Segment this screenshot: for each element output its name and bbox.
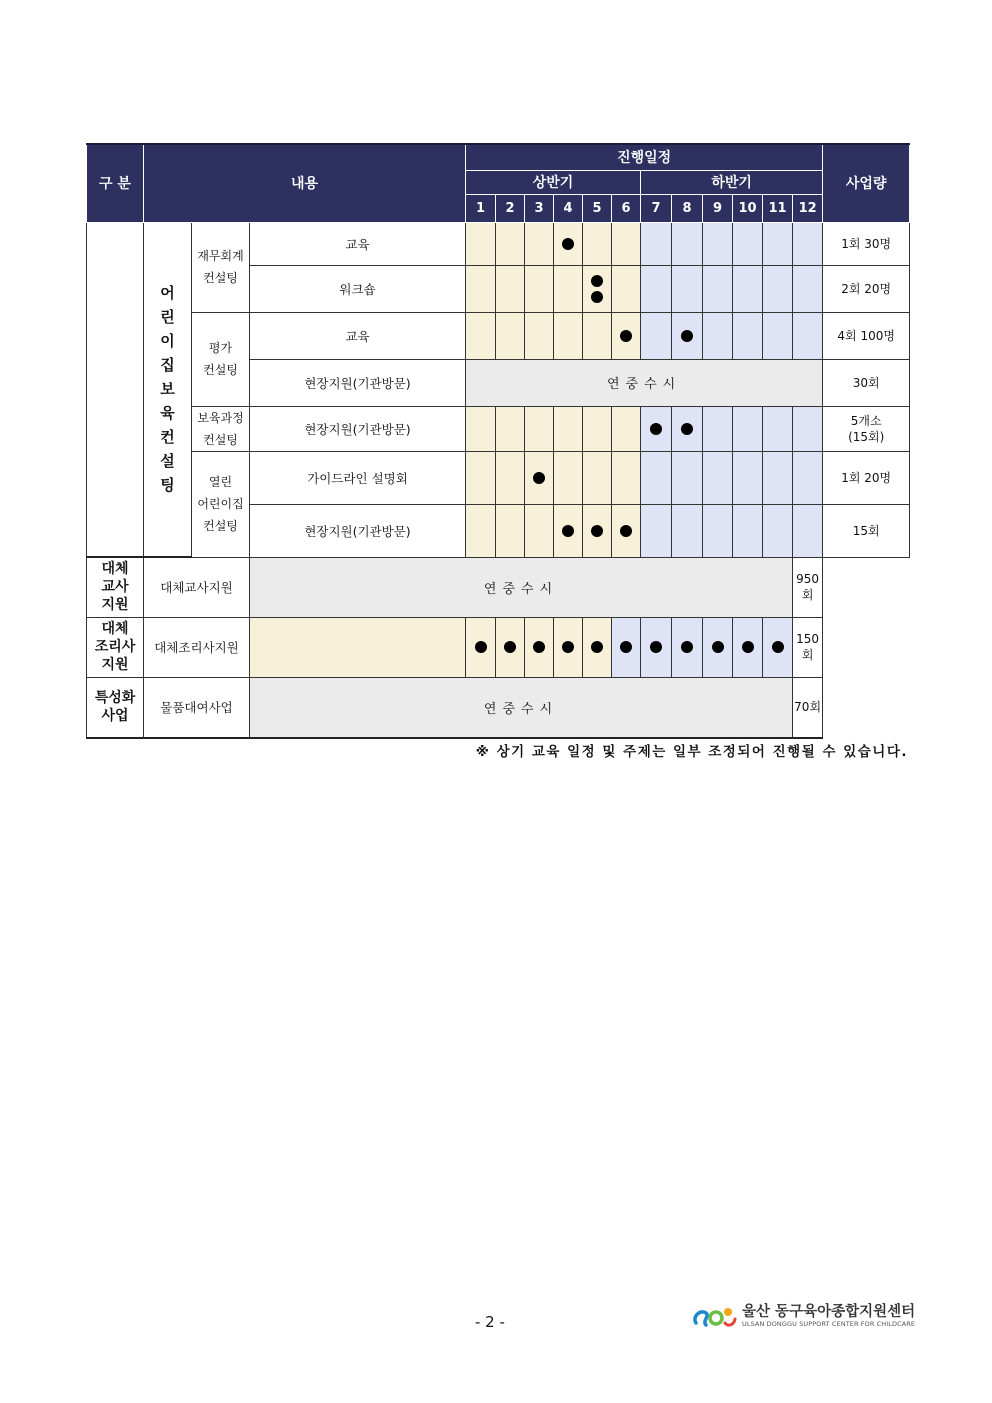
month-cell	[583, 406, 612, 451]
schedule-dot-icon	[772, 641, 784, 653]
month-cell	[496, 617, 525, 677]
month-cell	[672, 406, 703, 451]
month-cell	[612, 406, 641, 451]
group-special: 특성화 사업	[87, 677, 144, 738]
month-cell	[466, 617, 496, 677]
month-cell	[496, 451, 525, 504]
row-content: 워크숍	[250, 265, 466, 312]
logo-mark-icon	[692, 1303, 738, 1329]
month-cell	[672, 222, 703, 265]
schedule-dot-icon	[533, 472, 545, 484]
schedule-dot-icon	[620, 641, 632, 653]
month-cell	[525, 265, 554, 312]
month-cell	[793, 265, 823, 312]
month-cell	[612, 312, 641, 359]
month-cell	[672, 504, 703, 557]
month-cell	[250, 617, 466, 677]
logo-english: ULSAN DONGGU SUPPORT CENTER FOR CHILDCARE	[742, 1320, 916, 1328]
month-cell	[466, 504, 496, 557]
month-cell	[583, 265, 612, 312]
month-cell	[703, 265, 733, 312]
row-amount: 4회 100명	[823, 312, 910, 359]
month-cell	[763, 504, 793, 557]
row-amount: 2회 20명	[823, 265, 910, 312]
header-second-half: 하반기	[641, 170, 823, 194]
month-cell	[763, 312, 793, 359]
subgroup-evaluation: 평가 컨설팅	[192, 312, 250, 406]
year-round-cell: 연중수시	[466, 359, 823, 406]
schedule-dot-icon	[591, 525, 603, 537]
month-cell	[641, 265, 672, 312]
row-amount: 950회	[793, 557, 823, 617]
month-cell	[733, 617, 763, 677]
month-cell	[583, 451, 612, 504]
month-header: 5	[583, 194, 612, 222]
row-amount: 150회	[793, 617, 823, 677]
schedule-dot-icon	[681, 641, 693, 653]
month-cell	[793, 222, 823, 265]
month-header: 3	[525, 194, 554, 222]
month-cell	[703, 312, 733, 359]
row-content: 교육	[250, 312, 466, 359]
month-header: 7	[641, 194, 672, 222]
row-content: 가이드라인 설명회	[250, 451, 466, 504]
month-cell	[763, 451, 793, 504]
month-cell	[763, 265, 793, 312]
month-cell	[583, 222, 612, 265]
month-cell	[672, 312, 703, 359]
schedule-dot-icon	[591, 641, 603, 653]
month-cell	[703, 222, 733, 265]
month-cell	[612, 222, 641, 265]
schedule-dot-icon	[504, 641, 516, 653]
month-cell	[612, 617, 641, 677]
month-cell	[466, 406, 496, 451]
month-cell	[733, 265, 763, 312]
year-round-cell: 연중수시	[250, 677, 793, 738]
month-cell	[525, 312, 554, 359]
month-cell	[763, 406, 793, 451]
month-header: 12	[793, 194, 823, 222]
month-header: 11	[763, 194, 793, 222]
month-cell	[703, 451, 733, 504]
group-consulting: 어 린 이 집 보 육 컨 설 팅	[144, 222, 192, 557]
month-cell	[641, 451, 672, 504]
month-cell	[525, 617, 554, 677]
center-logo	[692, 1303, 915, 1329]
month-cell	[672, 265, 703, 312]
month-cell	[703, 406, 733, 451]
month-cell	[496, 406, 525, 451]
row-amount: 1회 30명	[823, 222, 910, 265]
page-number: - 2 -	[475, 1313, 505, 1331]
month-cell	[793, 406, 823, 451]
month-cell	[525, 222, 554, 265]
schedule-dot-icon	[681, 330, 693, 342]
month-cell	[583, 617, 612, 677]
schedule-dot-icon	[620, 330, 632, 342]
month-header: 1	[466, 194, 496, 222]
month-cell	[612, 504, 641, 557]
logo-name: 울산 동구육아종합지원센터	[742, 1304, 916, 1320]
row-amount: 1회 20명	[823, 451, 910, 504]
month-cell	[466, 451, 496, 504]
year-round-cell: 연중수시	[250, 557, 793, 617]
schedule-table	[86, 143, 910, 739]
schedule-dot-icon	[650, 641, 662, 653]
month-cell	[641, 406, 672, 451]
schedule-dot-icon	[681, 423, 693, 435]
row-amount: 5개소 (15회)	[823, 406, 910, 451]
row-content: 대체조리사지원	[144, 617, 250, 677]
month-cell	[703, 617, 733, 677]
month-cell	[466, 312, 496, 359]
month-cell	[496, 265, 525, 312]
header-content: 내용	[144, 144, 466, 222]
header-schedule: 진행일정	[466, 144, 823, 170]
subgroup-finance: 재무회계 컨설팅	[192, 222, 250, 312]
month-cell	[612, 265, 641, 312]
schedule-dot-icon	[591, 275, 603, 287]
month-cell	[554, 504, 583, 557]
month-cell	[583, 504, 612, 557]
schedule-dot-icon	[475, 641, 487, 653]
month-cell	[466, 265, 496, 312]
month-header: 10	[733, 194, 763, 222]
schedule-dot-icon	[562, 525, 574, 537]
month-cell	[763, 222, 793, 265]
month-cell	[554, 617, 583, 677]
month-cell	[733, 451, 763, 504]
month-cell	[612, 451, 641, 504]
header-amount: 사업량	[823, 144, 910, 222]
month-cell	[496, 504, 525, 557]
schedule-dot-icon	[650, 423, 662, 435]
subgroup-open: 열린 어린이집 컨설팅	[192, 451, 250, 557]
month-header: 9	[703, 194, 733, 222]
schedule-note: ※ 상기 교육 일정 및 주제는 일부 조정되어 진행될 수 있습니다.	[475, 744, 908, 760]
month-header: 2	[496, 194, 525, 222]
month-cell	[525, 451, 554, 504]
schedule-dot-icon	[562, 641, 574, 653]
month-cell	[733, 406, 763, 451]
month-cell	[641, 222, 672, 265]
row-amount: 70회	[793, 677, 823, 738]
subgroup-curriculum: 보육과정 컨설팅	[192, 406, 250, 451]
row-amount: 15회	[823, 504, 910, 557]
category-blank	[87, 222, 144, 557]
month-cell	[554, 265, 583, 312]
row-content: 교육	[250, 222, 466, 265]
row-content: 물품대여사업	[144, 677, 250, 738]
schedule-dot-icon	[591, 291, 603, 303]
month-cell	[641, 617, 672, 677]
month-cell	[641, 312, 672, 359]
group-substitute-cook: 대체 조리사 지원	[87, 617, 144, 677]
month-cell	[703, 504, 733, 557]
month-cell	[525, 504, 554, 557]
month-cell	[793, 312, 823, 359]
month-cell	[763, 617, 793, 677]
month-cell	[733, 222, 763, 265]
month-cell	[466, 222, 496, 265]
month-cell	[525, 406, 554, 451]
schedule-dot-icon	[742, 641, 754, 653]
month-cell	[793, 504, 823, 557]
month-cell	[554, 451, 583, 504]
row-content: 현장지원(기관방문)	[250, 359, 466, 406]
row-content: 현장지원(기관방문)	[250, 504, 466, 557]
month-cell	[496, 312, 525, 359]
row-amount: 30회	[823, 359, 910, 406]
month-cell	[554, 406, 583, 451]
row-content: 현장지원(기관방문)	[250, 406, 466, 451]
month-cell	[672, 451, 703, 504]
month-header: 8	[672, 194, 703, 222]
schedule-dot-icon	[562, 238, 574, 250]
month-header: 4	[554, 194, 583, 222]
month-cell	[733, 504, 763, 557]
schedule-dot-icon	[533, 641, 545, 653]
month-cell	[554, 312, 583, 359]
month-cell	[733, 312, 763, 359]
month-cell	[583, 312, 612, 359]
schedule-dot-icon	[620, 525, 632, 537]
month-cell	[496, 222, 525, 265]
header-category: 구 분	[87, 144, 144, 222]
row-content: 대체교사지원	[144, 557, 250, 617]
month-cell	[672, 617, 703, 677]
group-substitute-teacher: 대체 교사 지원	[87, 557, 144, 617]
month-header: 6	[612, 194, 641, 222]
header-first-half: 상반기	[466, 170, 641, 194]
month-cell	[641, 504, 672, 557]
month-cell	[554, 222, 583, 265]
month-cell	[793, 451, 823, 504]
schedule-dot-icon	[712, 641, 724, 653]
